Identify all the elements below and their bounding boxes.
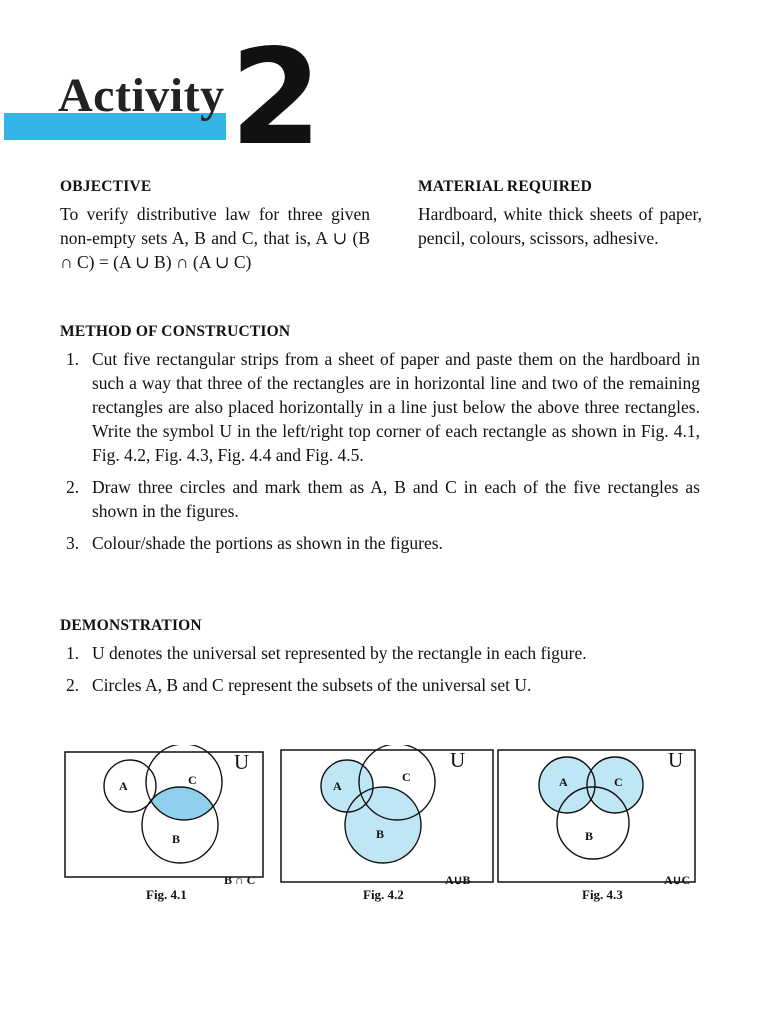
circle-b-label: B (585, 829, 594, 843)
material-heading: MATERIAL REQUIRED (418, 178, 593, 195)
figure-4-1 (64, 745, 284, 905)
demonstration-steps (60, 641, 700, 697)
objective-section (60, 178, 370, 274)
activity-header (0, 21, 768, 175)
demonstration-heading: DEMONSTRATION (60, 617, 202, 634)
universe-label: U (668, 748, 684, 772)
demonstration-step (60, 641, 700, 665)
venn-figures (60, 745, 710, 905)
objective-heading: OBJECTIVE (60, 178, 152, 195)
demonstration-step (60, 673, 700, 697)
method-steps (60, 347, 700, 555)
circle-c-label: C (614, 775, 623, 789)
circle-b-label: B (376, 827, 385, 841)
circle-c-label: C (402, 770, 411, 784)
circle-b-label: B (172, 832, 181, 846)
step-number: 1. (66, 349, 80, 369)
method-section (60, 323, 700, 563)
step-text: Draw three circles and mark them as A, B and C in each of the five rectangles as shown in the figures. (92, 477, 700, 521)
circle-a-label: A (559, 775, 568, 789)
circle-a-label: A (333, 779, 342, 793)
method-step (60, 531, 700, 555)
figure-caption: Fig. 4.2 (363, 887, 404, 902)
circle-c-label: C (188, 773, 197, 787)
method-step (60, 475, 700, 523)
step-number: 2. (66, 477, 80, 497)
set-label: A∪C (664, 873, 691, 887)
step-text: U denotes the universal set represented by the rectangle in each figure. (92, 643, 587, 663)
universe-label: U (234, 750, 250, 774)
figure-caption: Fig. 4.1 (146, 887, 187, 902)
demonstration-section (60, 617, 700, 705)
universe-label: U (450, 748, 466, 772)
activity-title: Activity (58, 69, 225, 122)
activity-number: 2 (230, 21, 318, 175)
material-section (418, 178, 702, 250)
step-text: Colour/shade the portions as shown in the figures. (92, 533, 443, 553)
circle-a-label: A (119, 779, 128, 793)
step-text: Cut five rectangular strips from a sheet of paper and paste them on the hardboard in such a way that three of the rectangles are in horizontal line and two of the remaining rectangles are also placed horizontally in a line just below the above three rectangles. Write the symbol U in the left/right top corner of each rectangle as shown in Fig. 4.1, Fig. 4.2, Fig. 4.3, Fig. 4.4 and Fig. 4.5. (92, 349, 700, 465)
set-label: B ∩ C (224, 873, 256, 887)
method-heading: METHOD OF CONSTRUCTION (60, 323, 291, 340)
step-number: 1. (66, 643, 80, 663)
figure-4-3 (497, 745, 717, 905)
step-text: Circles A, B and C represent the subsets of the universal set U. (92, 675, 532, 695)
step-number: 2. (66, 675, 80, 695)
material-text: Hardboard, white thick sheets of paper, pencil, colours, scissors, adhesive. (418, 204, 702, 248)
objective-text: To verify distributive law for three given non-empty sets A, B and C, that is, A ∪ (B ∩ C) = (A ∪ B) ∩ (A ∪ C) (60, 204, 370, 272)
method-step (60, 347, 700, 467)
step-number: 3. (66, 533, 80, 553)
figure-4-2 (280, 745, 500, 905)
set-label: A∪B (445, 873, 471, 887)
figure-caption: Fig. 4.3 (582, 887, 623, 902)
